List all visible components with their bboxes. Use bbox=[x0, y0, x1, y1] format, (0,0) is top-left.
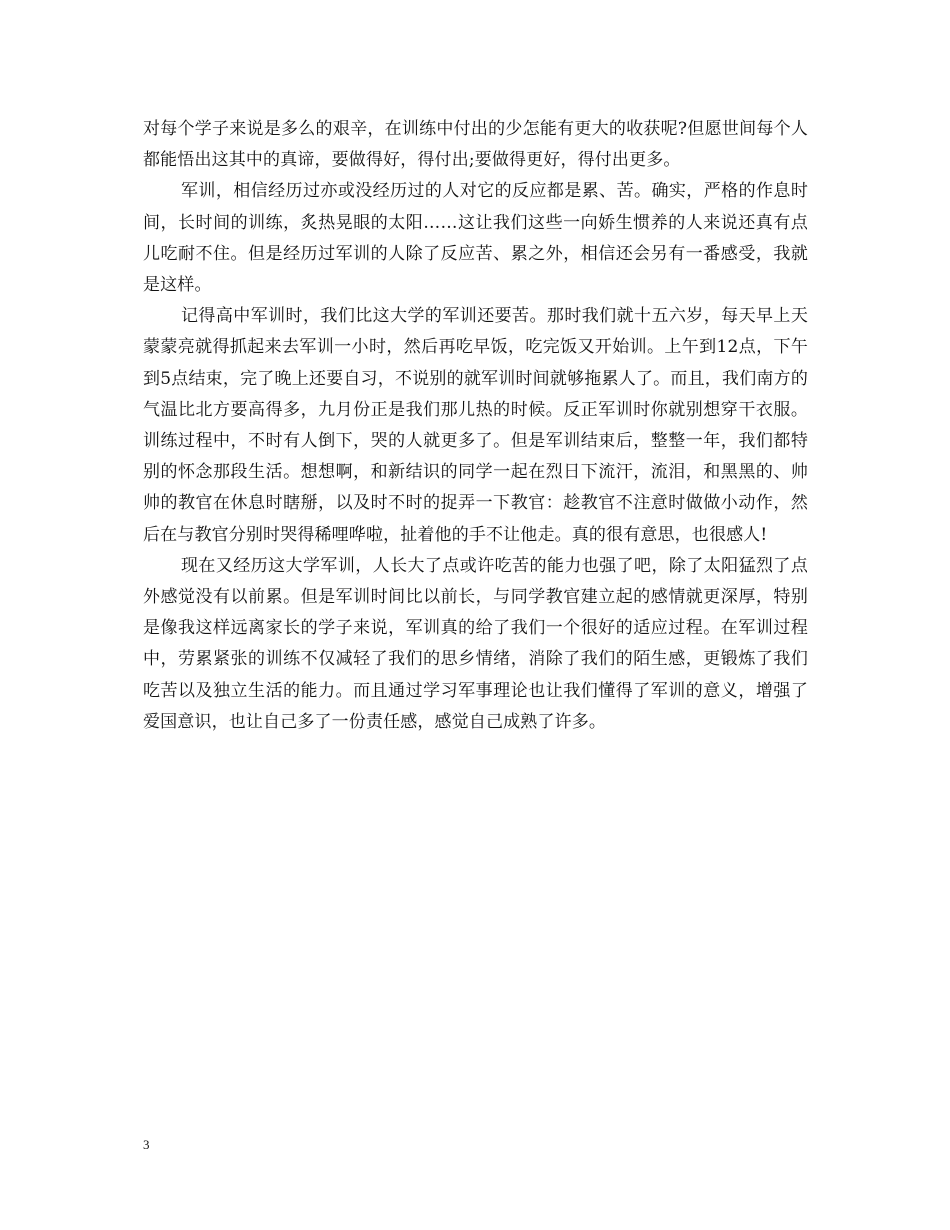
paragraph-1: 对每个学子来说是多么的艰辛，在训练中付出的少怎能有更大的收获呢?但愿世间每个人都能悟出这其中的真谛，要做得好，得付出;要做得更好，得付出更多。 bbox=[143, 119, 808, 171]
paragraph-4: 现在又经历这大学军训，人长大了点或许吃苦的能力也强了吧，除了太阳猛烈了点外感觉没有以前累。但是军训时间比以前长，与同学教官建立起的感情就更深厚，特别是像我这样远离家长的学子来说，军训真的给了我们一个很好的适应过程。在军训过程中，劳累紧张的训练不仅减轻了我们的思乡情绪，消除了我们的陌生感，更锻炼了我们吃苦以及独立生活的能力。而且通过学习军事理论也让我们懂得了军训的意义，增强了爱国意识，也让自己多了一份责任感，感觉自己成熟了许多。 bbox=[143, 555, 808, 732]
paragraph-2: 军训，相信经历过亦或没经历过的人对它的反应都是累、苦。确实，严格的作息时间，长时间的训练，炙热晃眼的太阳……这让我们这些一向娇生惯养的人来说还真有点儿吃耐不住。但是经历过军训的人除了反应苦、累之外，相信还会另有一番感受，我就是这样。 bbox=[143, 181, 808, 296]
page-number: 3 bbox=[143, 1137, 150, 1152]
paragraph-3: 记得高中军训时，我们比这大学的军训还要苦。那时我们就十五六岁，每天早上天蒙蒙亮就得抓起来去军训一小时，然后再吃早饭，吃完饭又开始训。上午到12点，下午到5点结束，完了晚上还要自习，不说别的就军训时间就够拖累人了。而且，我们南方的气温比北方要高得多，九月份正是我们那儿热的时候。反正军训时你就别想穿干衣服。训练过程中，不时有人倒下，哭的人就更多了。但是军训结束后，整整一年，我们都特别的怀念那段生活。想想啊，和新结识的同学一起在烈日下流汗，流泪，和黑黑的、帅帅的教官在休息时瞎掰，以及时不时的捉弄一下教官：趁教官不注意时做做小动作，然后在与教官分别时哭得稀哩哗啦，扯着他的手不让他走。真的很有意思，也很感人! bbox=[143, 306, 808, 545]
document-body bbox=[143, 114, 808, 738]
